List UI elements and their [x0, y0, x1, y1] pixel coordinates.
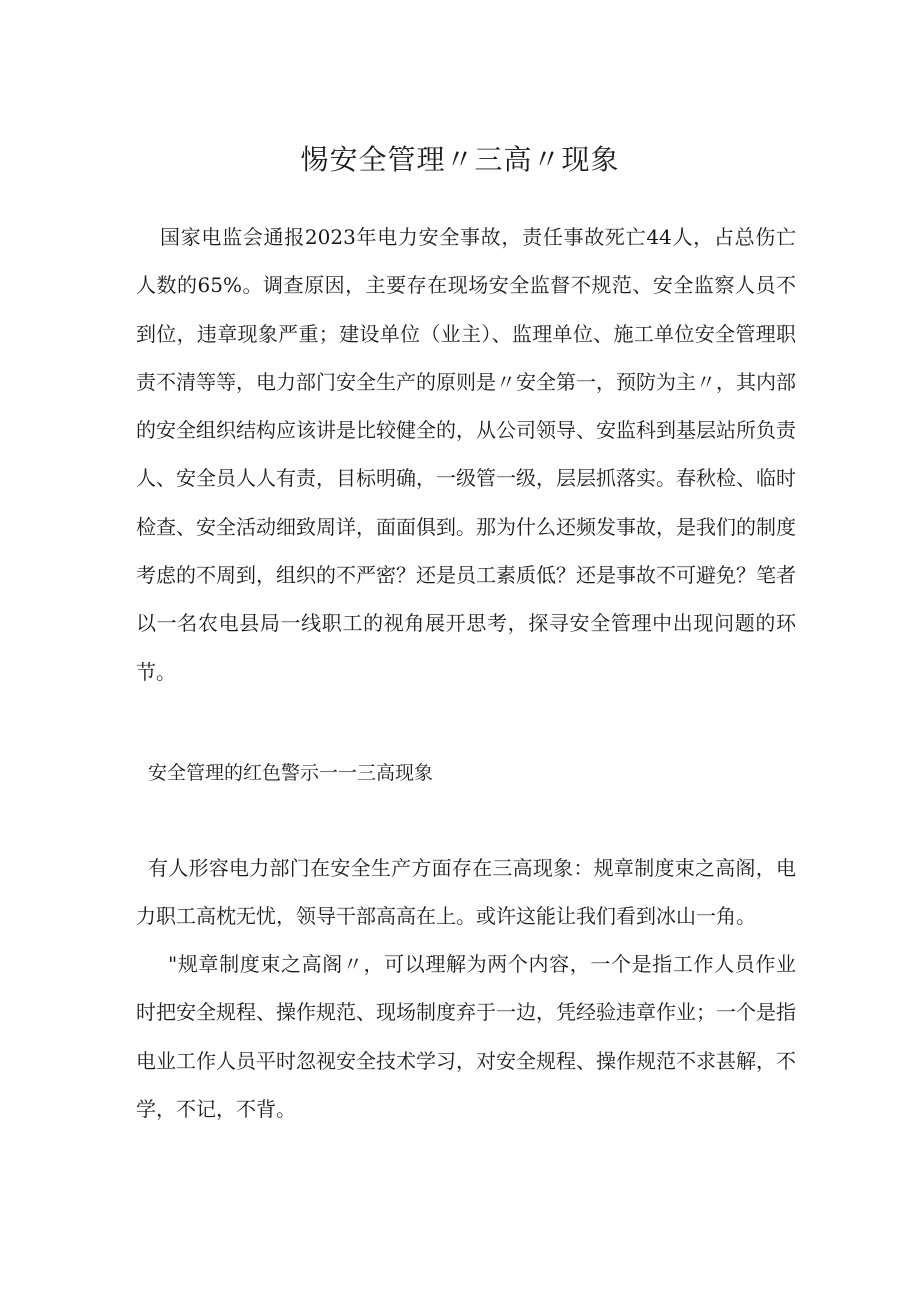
paragraph-three-highs: 有人形容电力部门在安全生产方面存在三高现象：规章制度束之高阁，电力职工高枕无忧，领导干部高高在上。或许这能让我们看到冰山一角。	[136, 856, 796, 929]
paragraph-intro: 国家电监会通报2023年电力安全事故，责任事故死亡44人，占总伤亡人数的65%。调查原因，主要存在现场安全监督不规范、安全监察人员不到位，违章现象严重；建设单位（业主）、监理单位、施工单位安全管理职责不清等等，电力部门安全生产的原则是〃安全第一，预防为主〃，其内部的安全组织结构应该讲是比较健全的，从公司领导、安监科到基层站所负责人、安全员人人有责，目标明确，一级管一级，层层抓落实。春秋检、临时检查、安全活动细致周详，面面俱到。那为什么还频发事故，是我们的制度考虑的不周到，组织的不严密？还是员工素质低？还是事故不可避免？笔者以一名农电县局一线职工的视角展开思考，探寻安全管理中出现问题的环节。	[136, 225, 796, 684]
document-title: 惕安全管理〃三高〃现象	[300, 143, 620, 176]
paragraph-regulations: "规章制度束之高阁〃，可以理解为两个内容，一个是指工作人员作业时把安全规程、操作规范、现场制度弃于一边，凭经验违章作业；一个是指电业工作人员平时忽视安全技术学习，对安全规程、操作规范不求甚解，不学，不记，不背。	[136, 952, 796, 1121]
section-heading: 安全管理的红色警示一一三高现象	[148, 762, 434, 784]
